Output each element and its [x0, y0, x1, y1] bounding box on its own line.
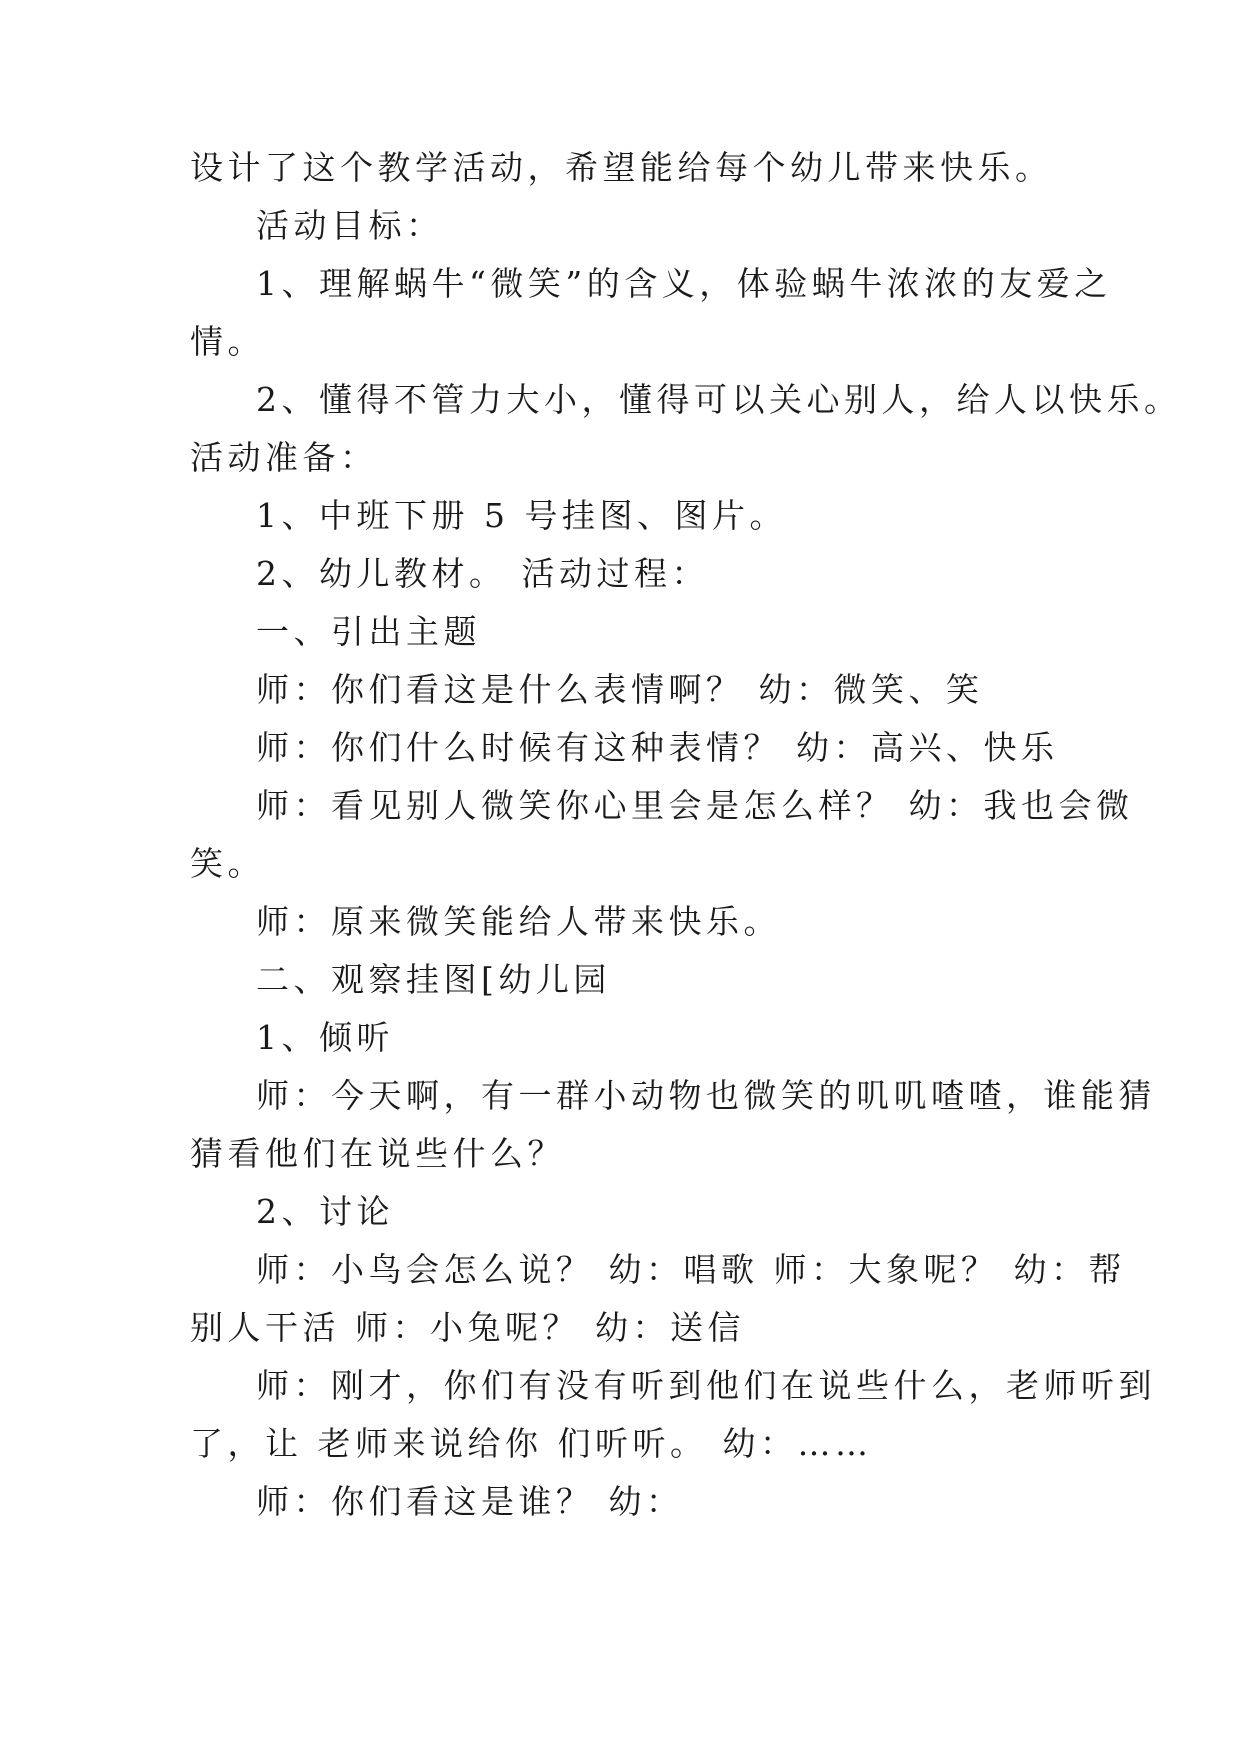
dialogue-line: 师：今天啊，有一群小动物也微笑的叽叽喳喳，谁能猜 [256, 1076, 1156, 1115]
dialogue-line: 师：看见别人微笑你心里会是怎么样？ 幼：我也会微 [256, 786, 1134, 825]
section-heading-observe: 二、观察挂图[幼儿园 [256, 960, 611, 999]
dialogue-line: 了，让 老师来说给你 们听听。 幼：…… [190, 1424, 873, 1463]
section-heading-preparation: 活动准备： [190, 438, 378, 477]
dialogue-line: 师：你们看这是什么表情啊？ 幼：微笑、笑 [256, 670, 984, 709]
section-heading-goals: 活动目标： [256, 206, 444, 245]
text-line: 1、理解蜗牛“微笑”的含义，体验蜗牛浓浓的友爱之 [256, 264, 1112, 303]
text-line: 2、幼儿教材。 活动过程： [256, 554, 709, 593]
text-line: 设计了这个教学活动，希望能给每个幼儿带来快乐。 [190, 148, 1053, 187]
dialogue-line: 师：刚才，你们有没有听到他们在说些什么，老师听到 [256, 1366, 1156, 1405]
dialogue-line: 师：你们什么时候有这种表情？ 幼：高兴、快乐 [256, 728, 1059, 767]
subsection-heading-listen: 1、倾听 [256, 1018, 394, 1057]
text-line: 2、懂得不管力大小，懂得可以关心别人，给人以快乐。 [256, 380, 1182, 419]
text-line: 情。 [190, 322, 265, 361]
dialogue-line: 笑。 [190, 844, 265, 883]
dialogue-line: 师：小鸟会怎么说？ 幼：唱歌 师：大象呢？ 幼：帮 [256, 1250, 1126, 1289]
text-line: 1、中班下册 5 号挂图、图片。 [256, 496, 787, 535]
dialogue-line: 师：原来微笑能给人带来快乐。 [256, 902, 781, 941]
subsection-heading-discuss: 2、讨论 [256, 1192, 394, 1231]
dialogue-line: 猜看他们在说些什么？ [190, 1134, 565, 1173]
section-heading-intro: 一、引出主题 [256, 612, 481, 651]
dialogue-line: 师：你们看这是谁？ 幼： [256, 1482, 684, 1521]
dialogue-line: 别人干活 师：小兔呢？ 幼：送信 [190, 1308, 745, 1347]
